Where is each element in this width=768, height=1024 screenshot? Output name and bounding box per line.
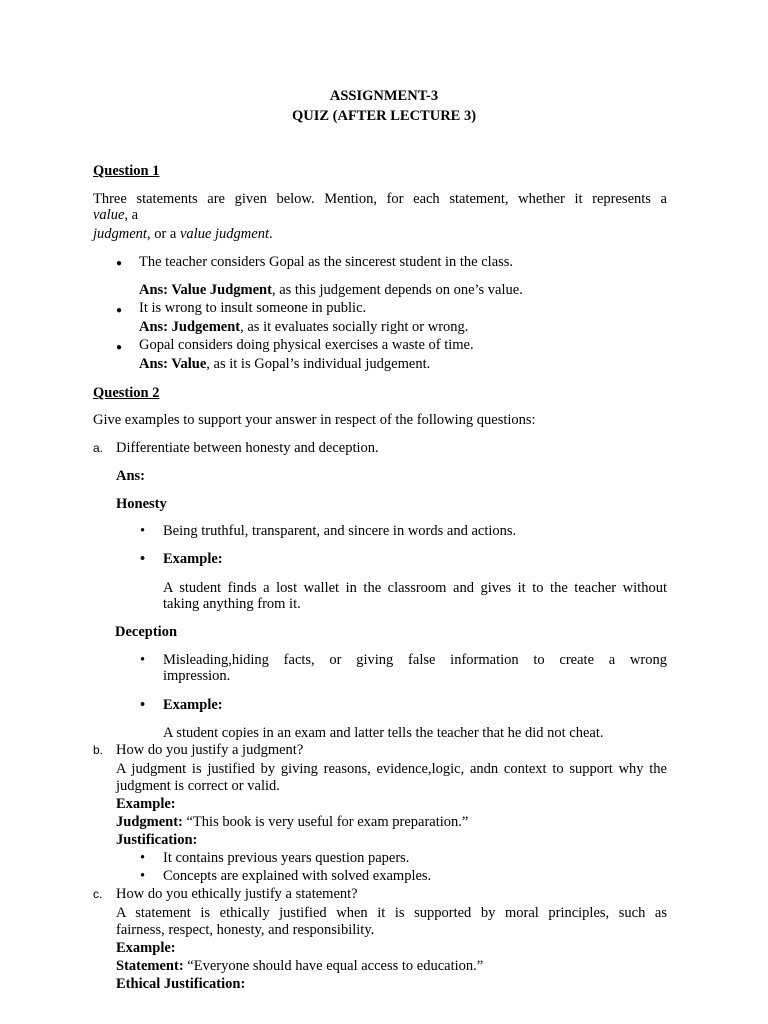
ethical-justification-label: Ethical Justification: <box>116 976 246 992</box>
bullet-icon: • <box>140 868 146 884</box>
question-2b-answer-line-2: judgment is correct or valid. <box>116 778 280 794</box>
bullet-icon: • <box>140 697 146 713</box>
bullet-icon: • <box>140 652 146 668</box>
question-2c-answer-line-2: fairness, respect, honesty, and responsibility. <box>116 922 375 938</box>
bullet-icon: ● <box>116 342 123 353</box>
statement-1: The teacher considers Gopal as the sincerest student in the class. <box>139 254 514 270</box>
example-label: Example: <box>116 796 176 812</box>
term-value-judgment: value judgment <box>179 226 269 242</box>
question-2b: How do you justify a judgment? <box>116 742 304 758</box>
justification-label: Justification: <box>116 832 198 848</box>
honesty-heading: Honesty <box>116 496 167 512</box>
bullet-icon: ● <box>116 258 123 269</box>
honesty-example-line-2: taking anything from it. <box>163 596 301 612</box>
answer-label: Ans: <box>116 468 146 484</box>
list-marker-a: a. <box>93 441 104 455</box>
justification-point-1: It contains previous years question papers. <box>163 850 410 866</box>
question-1-intro-line: Three statements are given below. Mention, for each statement, whether it represents a <box>93 191 667 207</box>
list-marker-b: b. <box>93 743 104 757</box>
answer-2: Ans: Judgement, as it evaluates socially right or wrong. <box>139 319 469 335</box>
page-subtitle: QUIZ (AFTER LECTURE 3) <box>291 108 477 124</box>
honesty-example-label: Example: <box>163 551 223 567</box>
answer-1: Ans: Value Judgment, as this judgement depends on one’s value. <box>139 282 523 298</box>
bullet-icon: • <box>140 850 146 866</box>
question-1-heading: Question 1 <box>93 163 160 179</box>
example-label: Example: <box>116 940 176 956</box>
deception-example: A student copies in an exam and latter tells the teacher that he did not cheat. <box>163 725 604 741</box>
question-1-intro-line-3: judgment, or a value judgment. <box>93 226 273 242</box>
deception-example-label: Example: <box>163 697 223 713</box>
question-2-heading: Question 2 <box>93 385 160 401</box>
bullet-icon: • <box>140 551 146 567</box>
bullet-icon: • <box>140 523 146 539</box>
honesty-example-line-1: A student finds a lost wallet in the classroom and gives it to the teacher without <box>163 580 667 596</box>
deception-definition-line-1: Misleading,hiding facts, or giving false information to create a wrong <box>163 652 667 668</box>
judgment-line: Judgment: “This book is very useful for exam preparation.” <box>116 814 469 830</box>
justification-point-2: Concepts are explained with solved examples. <box>163 868 432 884</box>
deception-heading: Deception <box>115 624 178 640</box>
page-title: ASSIGNMENT-3 <box>329 88 439 104</box>
bullet-icon: ● <box>116 305 123 316</box>
list-marker-c: c. <box>93 887 103 901</box>
statement-line: Statement: “Everyone should have equal access to education.” <box>116 958 484 974</box>
question-2c-answer-line-1: A statement is ethically justified when it is supported by moral principles, such as <box>116 905 667 921</box>
deception-definition-line-2: impression. <box>163 668 231 684</box>
question-2a: Differentiate between honesty and deception. <box>116 440 379 456</box>
question-1-intro-line-2: value, a <box>93 207 139 223</box>
honesty-definition: Being truthful, transparent, and sincere in words and actions. <box>163 523 517 539</box>
statement-2: It is wrong to insult someone in public. <box>139 300 367 316</box>
term-judgment: judgment <box>93 226 147 242</box>
question-2-intro: Give examples to support your answer in respect of the following questions: <box>93 412 536 428</box>
question-2b-answer-line-1: A judgment is justified by giving reasons, evidence,logic, andn context to support why the <box>116 761 667 777</box>
question-2c: How do you ethically justify a statement? <box>116 886 358 902</box>
statement-3: Gopal considers doing physical exercises a waste of time. <box>139 337 474 353</box>
term-value: value <box>93 207 125 223</box>
answer-3: Ans: Value, as it is Gopal’s individual judgement. <box>139 356 431 372</box>
